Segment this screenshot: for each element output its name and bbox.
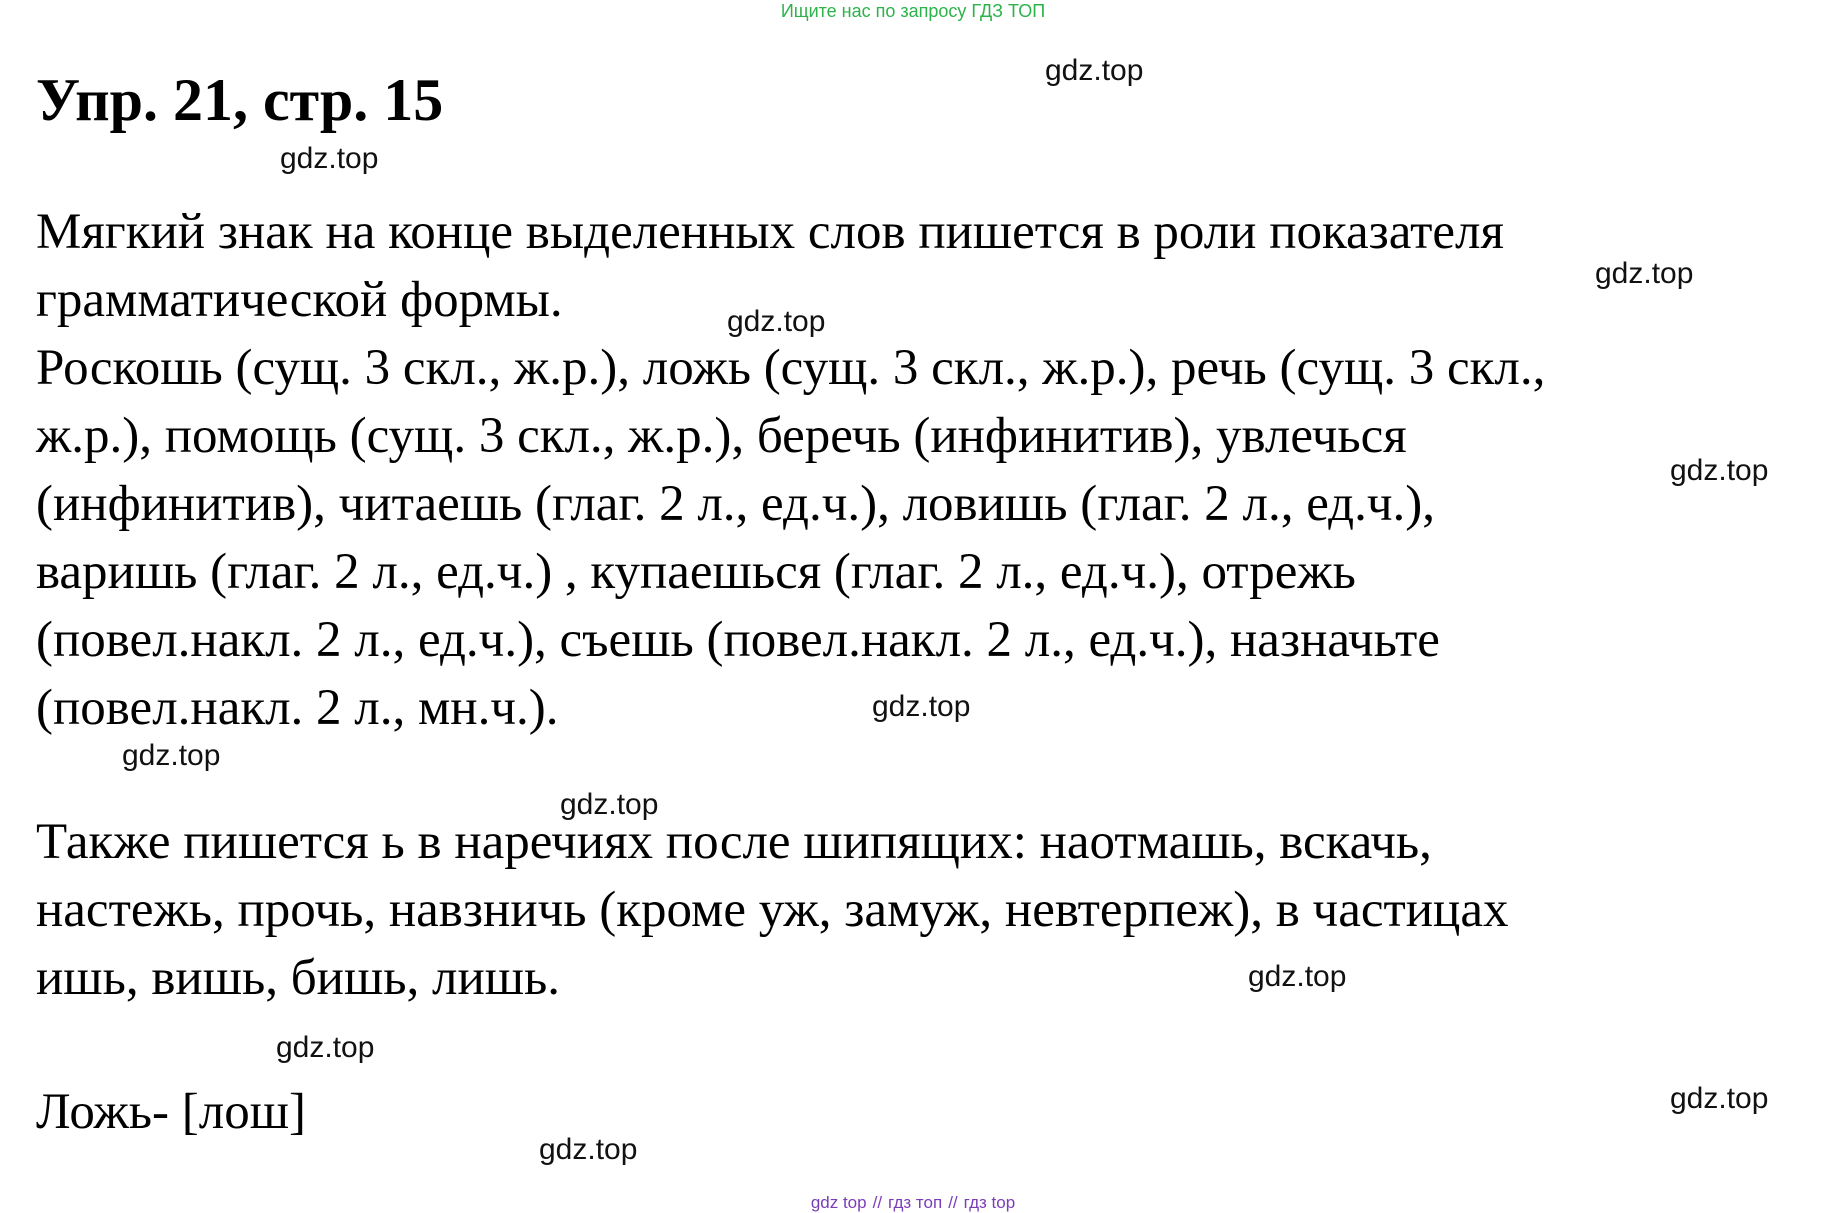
text-line: ж.р.), помощь (сущ. 3 скл., ж.р.), беречь (инфинитив), увлечься — [36, 408, 1407, 464]
text-line: (повел.накл. 2 л., мн.ч.). — [36, 680, 559, 736]
text-line: варишь (глаг. 2 л., ед.ч.) , купаешься (глаг. 2 л., ед.ч.), отрежь — [36, 544, 1356, 600]
watermark: gdz.top — [276, 1031, 375, 1064]
text-line: Также пишется ь в наречиях после шипящих: наотмашь, вскачь, — [36, 814, 1432, 870]
text-line: грамматической формы. — [36, 272, 563, 328]
watermark: gdz.top — [1670, 1082, 1769, 1115]
paragraph-adverbs — [36, 808, 1806, 1012]
text-line: (повел.накл. 2 л., ед.ч.), съешь (повел.накл. 2 л., ед.ч.), назначьте — [36, 612, 1440, 668]
text-line: (инфинитив), читаешь (глаг. 2 л., ед.ч.), ловишь (глаг. 2 л., ед.ч.), — [36, 476, 1436, 532]
page-title: Упр. 21, стр. 15 — [36, 67, 444, 133]
watermark: gdz.top — [872, 690, 971, 723]
watermark: gdz.top — [122, 739, 221, 772]
paragraph-transcription — [36, 1078, 1806, 1146]
watermark: gdz.top — [1248, 960, 1347, 993]
footer-separator: // — [948, 1193, 958, 1212]
footer-links — [0, 1193, 1826, 1213]
watermark: gdz.top — [1595, 257, 1694, 290]
top-banner: Ищите нас по запросу ГДЗ ТОП — [780, 1, 1046, 21]
footer-link[interactable]: gdz top — [810, 1193, 867, 1212]
watermark: gdz.top — [560, 788, 659, 821]
paragraph-intro — [36, 198, 1806, 334]
watermark: gdz.top — [1670, 454, 1769, 487]
footer-link[interactable]: гдз топ — [888, 1193, 943, 1212]
watermark: gdz.top — [539, 1133, 638, 1166]
text-line: Мягкий знак на конце выделенных слов пишется в роли показателя — [36, 204, 1504, 260]
watermark: gdz.top — [727, 305, 826, 338]
footer-link[interactable]: гдз top — [963, 1193, 1016, 1212]
text-line: Роскошь (сущ. 3 скл., ж.р.), ложь (сущ. 3 скл., ж.р.), речь (сущ. 3 скл., — [36, 340, 1546, 396]
text-line: Ложь- [лош] — [36, 1084, 306, 1140]
watermark: gdz.top — [280, 142, 379, 175]
paragraph-words — [36, 334, 1806, 742]
footer-separator: // — [872, 1193, 883, 1212]
watermark: gdz.top — [1045, 54, 1144, 87]
text-line: настежь, прочь, навзничь (кроме уж, замуж, невтерпеж), в частицах — [36, 882, 1509, 938]
text-line: ишь, вишь, бишь, лишь. — [36, 950, 561, 1006]
